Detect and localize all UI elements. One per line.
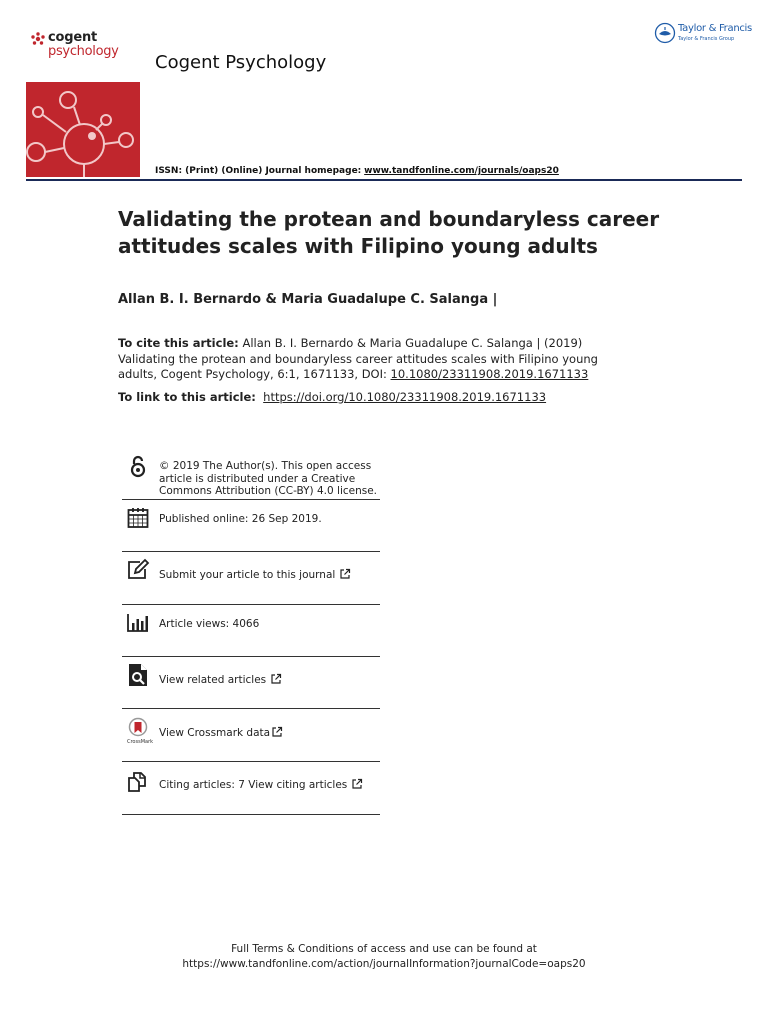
taylor-francis-icon (654, 22, 676, 44)
footer-terms-link[interactable]: https://www.tandfonline.com/action/journalInformation?journalCode=oaps20 (182, 958, 586, 970)
row-divider (122, 551, 380, 552)
crossmark-icon (126, 717, 150, 741)
submit-article-link[interactable] (159, 568, 351, 582)
citation-doi-link[interactable]: 10.1080/23311908.2019.1671133 (390, 367, 589, 381)
citation-label: To cite this article: (118, 336, 239, 350)
crossmark-label: View Crossmark data (159, 727, 271, 739)
external-link-icon (271, 726, 283, 738)
citing-articles-link[interactable] (159, 778, 363, 792)
taylor-francis-logo[interactable] (654, 22, 754, 48)
external-link-icon (351, 778, 363, 790)
citation-text: Allan B. I. Bernardo & Maria Guadalupe C. Salanga | (2019) Validating the protean and boundaryless career attitudes scales with Filipino young adults, Cogent Psychology, 6:1, 1671133, DOI: (118, 336, 598, 381)
row-divider (122, 499, 380, 500)
article-title[interactable]: Validating the protean and boundaryless career attitudes scales with Filipino young adults (118, 207, 660, 258)
license-line-2: article is distributed under a Creative (159, 472, 356, 485)
logo-line-1: cogent (48, 30, 98, 45)
row-divider (122, 604, 380, 605)
article-link-label: To link to this article: (118, 390, 256, 404)
cogent-flower-icon (30, 32, 46, 46)
logo-line-2: psychology (48, 44, 119, 59)
row-divider (122, 761, 380, 762)
license-text (159, 460, 377, 498)
license-line-1: © 2019 The Author(s). This open access (159, 460, 372, 472)
issn-line (155, 166, 559, 176)
publisher-name: Taylor & Francis (678, 23, 752, 34)
submit-article-label: Submit your article to this journal (159, 569, 336, 581)
article-views: Article views: 4066 (159, 618, 260, 630)
external-link-icon (270, 673, 282, 685)
calendar-icon (126, 506, 150, 530)
external-link-icon (339, 568, 351, 580)
journal-homepage-link[interactable]: www.tandfonline.com/journals/oaps20 (364, 166, 559, 176)
crossmark-link[interactable] (159, 726, 283, 740)
journal-cover-image[interactable] (26, 82, 140, 177)
related-articles-label: View related articles (159, 674, 267, 686)
article-link-block (118, 390, 546, 404)
crossmark-caption: CrossMark (127, 739, 154, 745)
molecule-graphic-icon (26, 82, 140, 177)
header-divider (26, 179, 742, 181)
issn-label: ISSN: (Print) (Online) Journal homepage: (155, 166, 362, 176)
citing-articles-label: Citing articles: 7 View citing articles (159, 779, 348, 791)
edit-icon (126, 558, 150, 582)
article-doi-url[interactable]: https://doi.org/10.1080/23311908.2019.1671133 (263, 390, 547, 404)
row-divider (122, 708, 380, 709)
related-articles-link[interactable] (159, 673, 282, 687)
document-search-icon (126, 663, 150, 687)
journal-name[interactable]: Cogent Psychology (155, 52, 327, 73)
license-line-3: Commons Attribution (CC-BY) 4.0 license. (159, 485, 378, 497)
cogent-psychology-logo (30, 30, 140, 64)
open-access-icon (126, 455, 150, 479)
bar-chart-icon (126, 610, 150, 634)
published-date: Published online: 26 Sep 2019. (159, 513, 322, 525)
publisher-group: Taylor & Francis Group (678, 36, 735, 42)
row-divider (122, 814, 380, 815)
footer-terms (0, 942, 768, 972)
article-authors: Allan B. I. Bernardo & Maria Guadalupe C. Salanga | (118, 292, 498, 307)
citation-block (118, 336, 638, 383)
copy-documents-icon (126, 770, 150, 794)
footer-line-1: Full Terms & Conditions of access and use can be found at (231, 943, 537, 955)
row-divider (122, 656, 380, 657)
